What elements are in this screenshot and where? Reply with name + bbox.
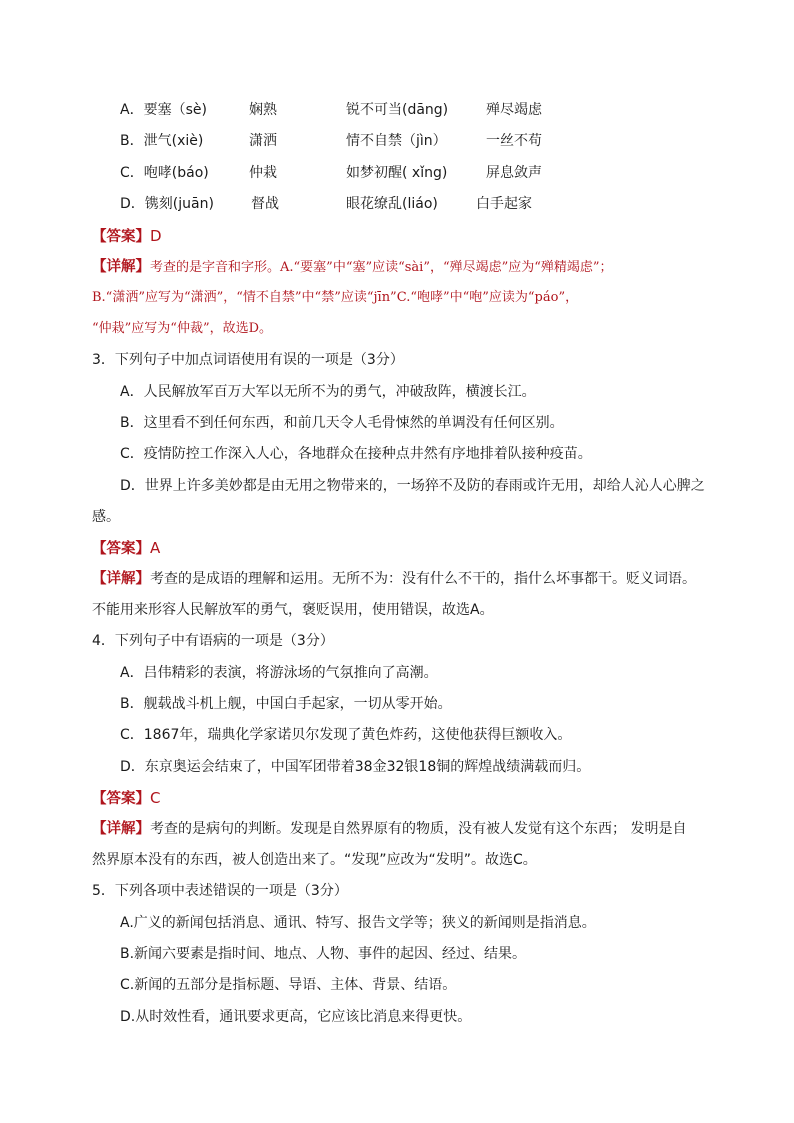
answer-value: D xyxy=(150,227,162,245)
q3-option-d-continuation: 感。 xyxy=(92,509,120,525)
answer-value: C xyxy=(150,789,161,807)
q3-detail-line-2: 不能用来形容人民解放军的勇气，褒贬误用，使用错误，故选A。 xyxy=(92,602,494,618)
q2-option-c-word4: 屏息敛声 xyxy=(486,165,542,181)
q2-answer xyxy=(92,225,162,248)
q3-option-d: D．世界上许多美妙都是由无用之物带来的，一场猝不及防的春雨或许无用，却给人沁人心脾之 xyxy=(120,478,705,494)
q2-option-b-label: B．泄气(xiè) xyxy=(120,133,204,149)
q2-option-a-word2: 娴熟 xyxy=(249,102,277,118)
detail-text: 考查的是字音和字形。A.“要塞”中“塞”应读“sài”，“殚尽竭虑”应为“殚精竭虑”； xyxy=(150,260,613,275)
q4-detail-line-2: 然界原本没有的东西，被人创造出来了。“发现”应改为“发明”。故选C。 xyxy=(92,852,537,868)
q4-option-d: D．东京奥运会结束了，中国军团带着38金32银18铜的辉煌战绩满载而归。 xyxy=(120,759,591,775)
answer-value: A xyxy=(150,539,161,557)
q5-option-c: C.新闻的五部分是指标题、导语、主体、背景、结语。 xyxy=(120,977,457,993)
q2-option-a-word4: 殚尽竭虑 xyxy=(486,102,542,118)
q4-option-c: C．1867年，瑞典化学家诺贝尔发现了黄色炸药，这使他获得巨额收入。 xyxy=(120,727,572,743)
q2-option-b-word3: 情不自禁（jìn） xyxy=(346,133,447,149)
q4-option-b: B．舰载战斗机上舰，中国白手起家，一切从零开始。 xyxy=(120,696,452,712)
q2-option-d-word4: 白手起家 xyxy=(476,196,532,212)
q5-option-a: A.广义的新闻包括消息、通讯、特写、报告文学等；狭义的新闻则是指消息。 xyxy=(120,915,596,931)
detail-tag: 【详解】 xyxy=(92,821,150,837)
q2-detail-line-3: “仲栽”应写为“仲裁”，故选D。 xyxy=(92,321,273,336)
q4-answer xyxy=(92,787,160,810)
q2-option-c-word3: 如梦初醒( xǐng) xyxy=(346,165,448,181)
q4-detail-line-1 xyxy=(92,818,686,840)
q2-option-b-word2: 潇洒 xyxy=(249,133,277,149)
q2-option-a-word3: 锐不可当(dāng) xyxy=(346,102,449,118)
q2-option-d-word3: 眼花缭乱(liáo) xyxy=(346,196,438,212)
q3-answer xyxy=(92,537,160,560)
q2-option-d-word2: 督战 xyxy=(251,196,279,212)
detail-tag: 【详解】 xyxy=(92,258,150,275)
q4-stem: 4．下列句子中有语病的一项是（3分） xyxy=(92,633,334,649)
q2-option-d-label: D．镌刻(juān) xyxy=(120,196,214,212)
q2-option-b-word4: 一丝不苟 xyxy=(486,133,542,149)
q3-stem: 3．下列句子中加点词语使用有误的一项是（3分） xyxy=(92,352,404,368)
detail-tag: 【详解】 xyxy=(92,571,150,587)
q5-option-d: D.从时效性看，通讯要求更高，它应该比消息来得更快。 xyxy=(120,1009,472,1025)
q3-option-c: C．疫情防控工作深入人心，各地群众在接种点井然有序地排着队接种疫苗。 xyxy=(120,446,592,462)
answer-tag: 【答案】 xyxy=(92,229,150,245)
q3-option-b: B．这里看不到任何东西，和前几天令人毛骨悚然的单调没有任何区别。 xyxy=(120,415,564,431)
q5-option-b: B.新闻六要素是指时间、地点、人物、事件的起因、经过、结果。 xyxy=(120,946,527,962)
q3-option-a: A．人民解放军百万大军以无所不为的勇气，冲破敌阵，横渡长江。 xyxy=(120,384,536,400)
q2-option-c-word2: 仲栽 xyxy=(249,165,277,181)
q2-detail-line-1 xyxy=(92,256,613,279)
q2-detail-line-2: B.“潇洒”应写为“潇洒”，“情不自禁”中“禁”应读“jīn”C.“咆哮”中“咆”应读为“páo”， xyxy=(92,290,579,305)
q5-stem: 5．下列各项中表述错误的一项是（3分） xyxy=(92,883,348,899)
q2-option-a-label: A．要塞（sè) xyxy=(120,102,207,118)
answer-tag: 【答案】 xyxy=(92,541,150,557)
q3-detail-line-1 xyxy=(92,568,696,590)
detail-text: 考查的是成语的理解和运用。无所不为：没有什么不干的，指什么坏事都干。贬义词语。 xyxy=(150,571,696,587)
detail-text: 考查的是病句的判断。发现是自然界原有的物质，没有被人发觉有这个东西； 发明是自 xyxy=(150,821,687,837)
answer-tag: 【答案】 xyxy=(92,791,150,807)
q4-option-a: A．吕伟精彩的表演，将游泳场的气氛推向了高潮。 xyxy=(120,665,438,681)
q2-option-c-label: C．咆哮(báo) xyxy=(120,165,209,181)
